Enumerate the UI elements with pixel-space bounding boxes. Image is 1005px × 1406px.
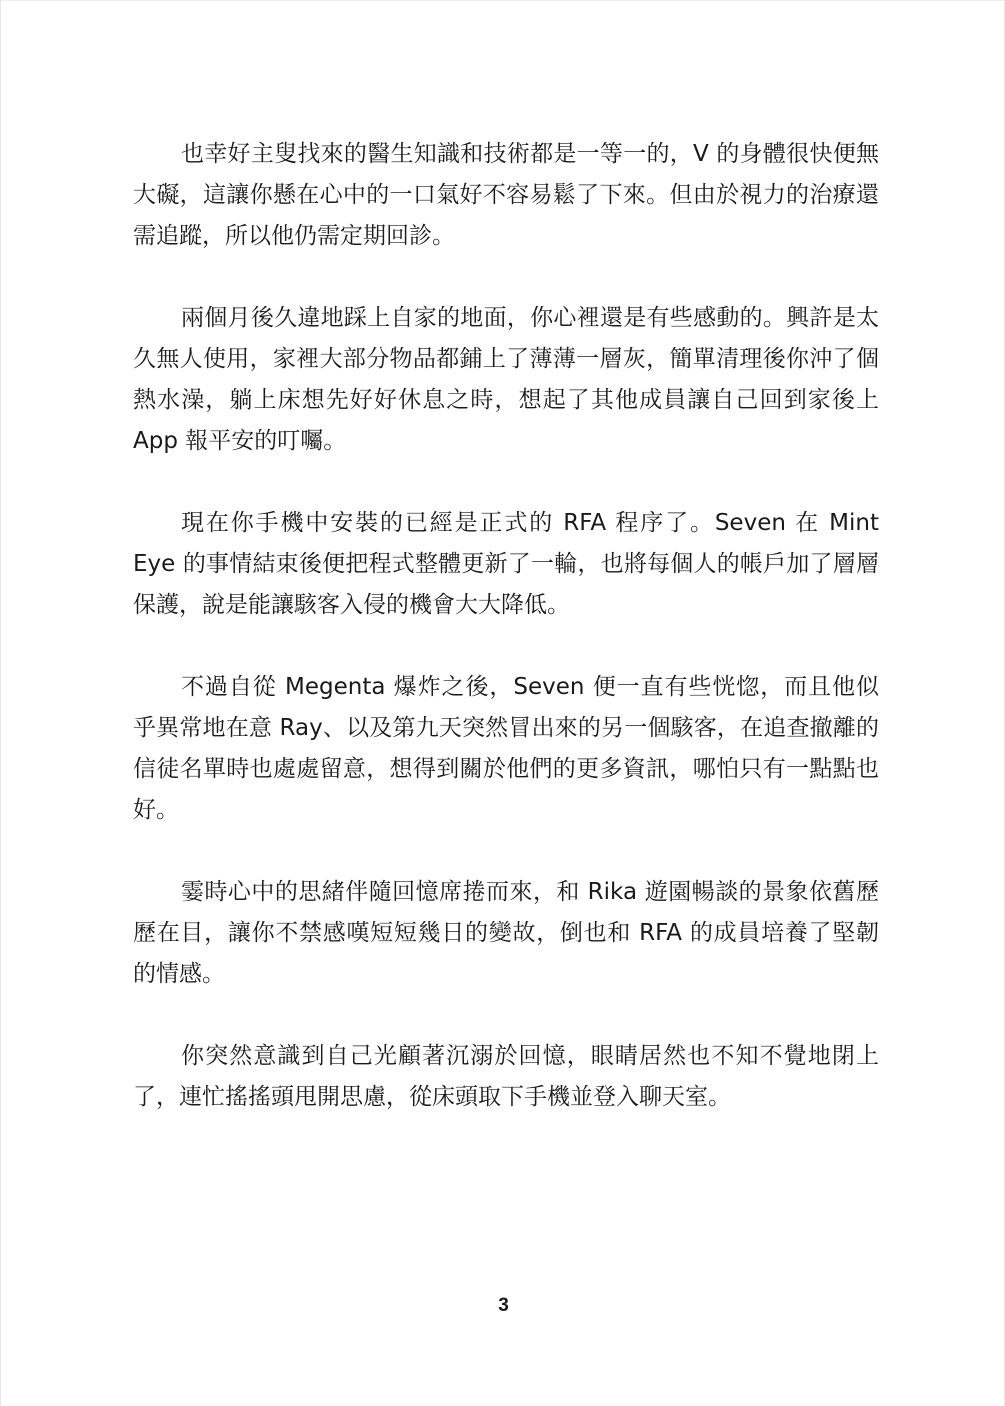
body-text — [133, 134, 879, 1118]
paragraph-1: 也幸好主叟找來的醫生知識和技術都是一等一的，V 的身體很快便無大礙，這讓你懸在心中的一口氣好不容易鬆了下來。但由於視力的治療還需追蹤，所以他仍需定期回診。 — [133, 141, 879, 249]
paragraph-3: 現在你手機中安裝的已經是正式的 RFA 程序了。Seven 在 Mint Eye 的事情結束後便把程式整體更新了一輪，也將每個人的帳戶加了層層保護，說是能讓駭客入侵的機會大大降低。 — [133, 510, 879, 618]
paragraph-2: 兩個月後久違地踩上自家的地面，你心裡還是有些感動的。興許是太久無人使用，家裡大部分物品都鋪上了薄薄一層灰，簡單清理後你沖了個熱水澡，躺上床想先好好休息之時，想起了其他成員讓自己回到家後上 App 報平安的叮囑。 — [133, 305, 879, 454]
paragraph-4: 不過自從 Megenta 爆炸之後，Seven 便一直有些恍惚，而且他似乎異常地在意 Ray、以及第九天突然冒出來的另一個駭客，在追查撤離的信徒名單時也處處留意，想得到關於他們的更多資訊，哪怕只有一點點也好。 — [133, 674, 879, 823]
page-number: 3 — [498, 1295, 509, 1316]
paragraph-6: 你突然意識到自己光顧著沉溺於回憶，眼睛居然也不知不覺地閉上了，連忙搖搖頭甩開思慮，從床頭取下手機並登入聊天室。 — [133, 1043, 879, 1110]
paragraph-5: 霎時心中的思緒伴隨回憶席捲而來，和 Rika 遊園暢談的景象依舊歷歷在目，讓你不禁感嘆短短幾日的變故，倒也和 RFA 的成員培養了堅韌的情感。 — [133, 879, 879, 987]
